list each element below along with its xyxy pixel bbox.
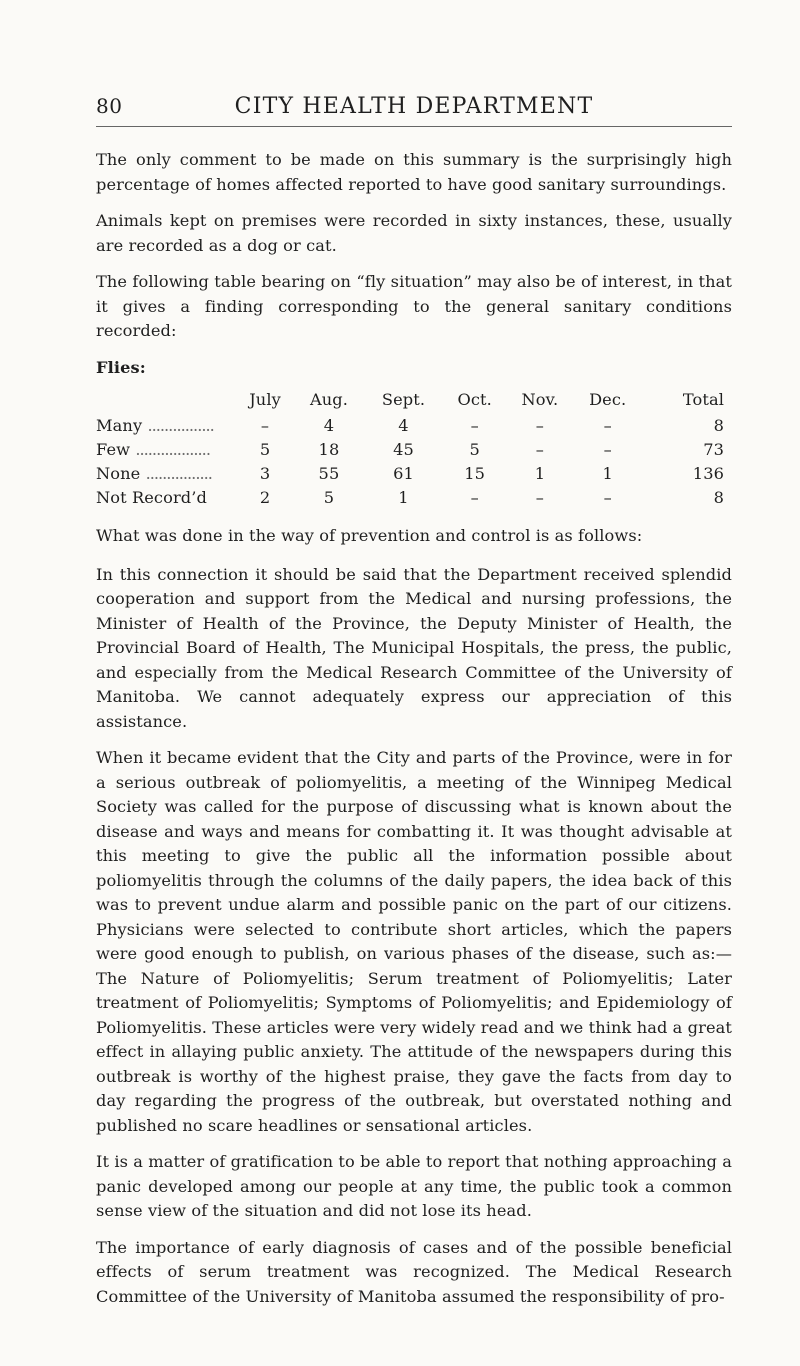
table-cell: 73 [703, 440, 724, 459]
flies-table-corner [96, 388, 236, 414]
running-title: CITY HEALTH DEPARTMENT [234, 94, 594, 119]
table-cell: 18 [318, 440, 340, 459]
table-cell: – [603, 440, 612, 459]
dot-leader: ................ [147, 416, 214, 435]
table-cell: 2 [259, 488, 271, 507]
header-july: July [249, 390, 281, 409]
table-cell: – [535, 416, 544, 435]
paragraph-fly-situation: The following table bearing on “fly situation” may also be of interest, in that it gives a finding corresponding to the general sanitary conditions recorded: [96, 272, 732, 340]
flies-table [96, 388, 732, 510]
table-cell: 1 [398, 488, 409, 507]
row-label-not-recorded [96, 486, 236, 510]
row-label-text: Few [96, 440, 131, 459]
table-cell: – [260, 416, 270, 435]
table-cell: 5 [469, 440, 480, 459]
table-cell: 4 [398, 416, 409, 435]
row-label-text: Many [96, 416, 143, 435]
table-row [96, 486, 732, 510]
paragraph-summary-comment: The only comment to be made on this summary is the surprisingly high percentage of homes affected reported to have good sanitary surroundings. [96, 150, 732, 194]
table-row [96, 414, 732, 438]
table-cell: 8 [713, 416, 724, 435]
table-cell: 5 [323, 488, 335, 507]
table-cell: – [603, 416, 612, 435]
table-cell: 1 [602, 464, 613, 483]
paragraph-diagnosis: The importance of early diagnosis of cases and of the possible beneficial effects of serum treatment was recognized. The Medical Research Committee of the University of Manitoba assumed the responsibility of pro- [96, 1237, 732, 1306]
row-label-few [96, 438, 236, 462]
header-aug: Aug. [309, 390, 348, 409]
table-cell: – [603, 488, 612, 507]
table-cell: – [535, 488, 544, 507]
dot-leader: ................ [145, 464, 212, 483]
header-nov: Nov. [521, 390, 559, 409]
table-cell: 45 [393, 440, 414, 459]
dot-leader: .................. [135, 440, 210, 459]
paragraph-gratification: It is a matter of gratification to be able to report that nothing approaching a panic developed among our people at any time, the public took a common sense view of the situation and did not lose its head. [96, 1152, 732, 1220]
table-cell: – [470, 416, 479, 435]
table-row [96, 462, 732, 486]
page-header [96, 82, 732, 126]
header-total: Total [682, 390, 724, 409]
paragraph-prevention-control: What was done in the way of prevention and control is as follows: [96, 526, 643, 545]
page-number: 80 [96, 94, 123, 118]
table-cell: 61 [393, 464, 414, 483]
row-label-none [96, 462, 236, 486]
table-cell: – [470, 488, 479, 507]
table-cell: 55 [318, 464, 340, 483]
table-cell: 8 [713, 488, 724, 507]
paragraph-animals: Animals kept on premises were recorded in sixty instances, these, usually are recorded as a dog or cat. [96, 211, 732, 255]
header-dec: Dec. [589, 390, 627, 409]
row-label-text: None [96, 464, 141, 483]
table-cell: 136 [692, 464, 724, 483]
paragraph-outbreak: When it became evident that the City and parts of the Province, were in for a serious outbreak of poliomyelitis, a meeting of the Winnipeg Medical Society was called for the purpose of discussing what is known about the disease and ways and means for combatting it. It was thought advisable at this meeting to give the public all the information possible about poliomyelitis through the columns of the daily papers, the idea back of this was to prevent undue alarm and possible panic on the part of our citizens. Physicians were selected to contribute short articles, which the papers were good enough to publish, on various phases of the disease, such as:—The Nature of Poliomyelitis; Serum treatment of Poliomyelitis; Later treatment of Poliomyelitis; Symptoms of Poliomyelitis; and Epidemiology of Poliomyelitis. These articles were very widely read and we think had a great effect in allaying public anxiety. The attitude of the newspapers during this outbreak is worthy of the highest praise, they gave the facts from day to day regarding the progress of the outbreak, but overstated nothing and published no scare headlines or sensational articles. [96, 748, 733, 1135]
table-cell: 1 [534, 464, 546, 483]
flies-table-header-row [96, 388, 732, 414]
row-label-text: Not Record’d [96, 488, 207, 507]
flies-label: Flies: [96, 357, 146, 377]
table-cell: 15 [464, 464, 486, 483]
table-cell: 5 [259, 440, 271, 459]
page-content [96, 148, 732, 1321]
row-label-many [96, 414, 236, 438]
table-cell: 4 [323, 416, 335, 435]
header-oct: Oct. [457, 390, 492, 409]
table-cell: – [535, 440, 544, 459]
header-rule [96, 126, 732, 127]
header-sept: Sept. [381, 390, 426, 409]
table-cell: 3 [259, 464, 271, 483]
paragraph-cooperation: In this connection it should be said that the Department received splendid cooperation and support from the Medical and nursing professions, the Minister of Health of the Province, the Deputy Minister of Health, the Provincial Board of Health, The Municipal Hospitals, the press, the public, and especially from the Medical Research Committee of the University of Manitoba. We cannot adequately express our appreciation of this assistance. [96, 564, 732, 731]
table-row [96, 438, 732, 462]
